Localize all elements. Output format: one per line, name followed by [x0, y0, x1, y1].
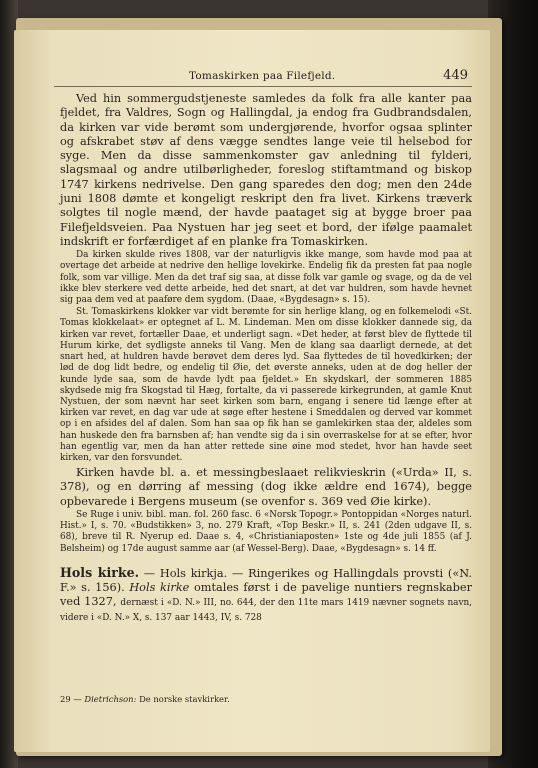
hols-title: Hols kirke. [60, 564, 140, 580]
hols-text-b: omtales først i de pavelige nuntiers regnskaber ved 1327, [60, 581, 472, 609]
page-number: 449 [443, 68, 468, 83]
section-hols-kirke [60, 566, 472, 624]
page-header [54, 70, 472, 87]
book-page [14, 30, 490, 752]
running-title: Tomaskirken paa Filefjeld. [189, 70, 336, 82]
paragraph-sommergudstjeneste: Ved hin sommergudstjeneste samledes da folk fra alle kanter paa fjeldet, fra Valdres, Sogn og Hallingdal, ja endog fra Gudbrandsdalen, da kirken var vide berømt som undergjørende, hvorfor ogsaa splinter og afskrabet støv af dens vægge sendtes lange veie til helsebod for syge. Men da disse sammenkomster gav anledning til fylderi, slagsmaal og andre utilbørligheder, foreslog stiftamtmand og biskop 1747 kirkens nedrivelse. Den gang sparedes den dog; men den 24de juni 1808 dømte et kongeligt reskript den fra livet. Kirkens træverk solgtes til nogle mænd, der havde paataget sig at bygge broer paa Filefjeldsveien. Paa Nystuen har jeg seet et bord, der ifølge paamalet indskrift er forfærdiget af en planke fra Tomaskirken. [60, 92, 472, 248]
signature-line [60, 694, 472, 704]
paragraph-relikvieskrin: Kirken havde bl. a. et messingbeslaaet relikvieskrin («Urda» II, s. 378), og en dørring af messing (dog ikke ældre end 1674), begge opbevarede i Bergens museum (se ovenfor s. 369 ved Øie kirke). [60, 466, 472, 508]
signature-author: Dietrichson: [84, 694, 137, 704]
smallprint-klokker: St. Tomaskirkens klokker var vidt berømte for sin herlige klang, og en folkemelodi «St. Tomas klokkelaat» er optegnet af L. M. Lindeman. Men om disse klokker dannede sig, da kirken var revet, fortæller Daae, et underligt sagn. «Det heder, at først blev de flyttede til Hurum kirke, det sydligste anneks til Vang. Men de klang saa daarligt dernede, at det snart hed, at huldren havde berøvet dem deres lyd. Saa flyttedes de til hovedkirken; der lød de dog lidt bedre, og endelig til Øie, det øverste anneks, uden at de dog heller der kunde lyde saa, som de havde lydt paa fjeldet.» En skydskarl, der sommeren 1885 skydsede mig fra Skogstad til Hæg, fortalte, da vi passerede kirkegrunden, at gamle Knut Nystuen, der som nævnt har seet kirken som barn, engang i senere tid længe efter at kirken var revet, en dag var ude at søge efter hestene i Smeddalen og derved var kommet op i en afsides del af dalen. Som han saa op fik han se gamlekirken staa der, aldeles som han huskede den fra barnsben af; han vendte sig da i sin overraskelse for at se efter, hvor han egentlig var, men da han atter rettede sine øine mod stedet, hvor han havde seet kirken, var den forsvundet. [60, 307, 472, 463]
signature-number: 29 — [60, 694, 85, 704]
signature-book: De norske stavkirker. [136, 694, 230, 704]
smallprint-rivning: Da kirken skulde rives 1808, var der naturligvis ikke mange, som havde mod paa at overtage det arbeide at nedrive den hellige lovekirke. Endelig fik da presten fat paa nogle folk, som var villige. Men da det traf sig saa, at disse folk var gamle og svage, og da de vel ikke blev sterkere ved dette arbeide, hed det snart, at det var huldren, som havde hevnet sig paa dem ved at paaføre dem sygdom. (Daae, «Bygdesagn» s. 15). [60, 250, 472, 306]
smallprint-kilder: Se Ruge i univ. bibl. man. fol. 260 fasc. 6 «Norsk Topogr.» Pontoppidan «Norges naturl. Hist.» I, s. 70. «Budstikken» 3, no. 279 Kraft, «Top Beskr.» II, s. 241 (2den udgave II, s. 68), breve til R. Nyerup ed. Daae s. 4, «Christianiaposten» 1ste og 4de juli 1855 (af J. Belsheim) og 17de august samme aar (af Wessel-Berg). Daae, «Bygdesagn» s. 14 ff. [60, 510, 472, 554]
hols-text-c: dernæst i «D. N.» III, no. 644, der den 11te mars 1419 nævner sognets navn, videre i «D. N.» X, s. 137 aar 1443, IV, s. 728 [60, 598, 472, 623]
hols-text-a: — Hols kirkja. — Ringerikes og Hallingdals provsti («N. F.» s. 156). [60, 566, 473, 595]
hols-italic: Hols kirke [129, 581, 190, 595]
page-content [60, 92, 472, 624]
